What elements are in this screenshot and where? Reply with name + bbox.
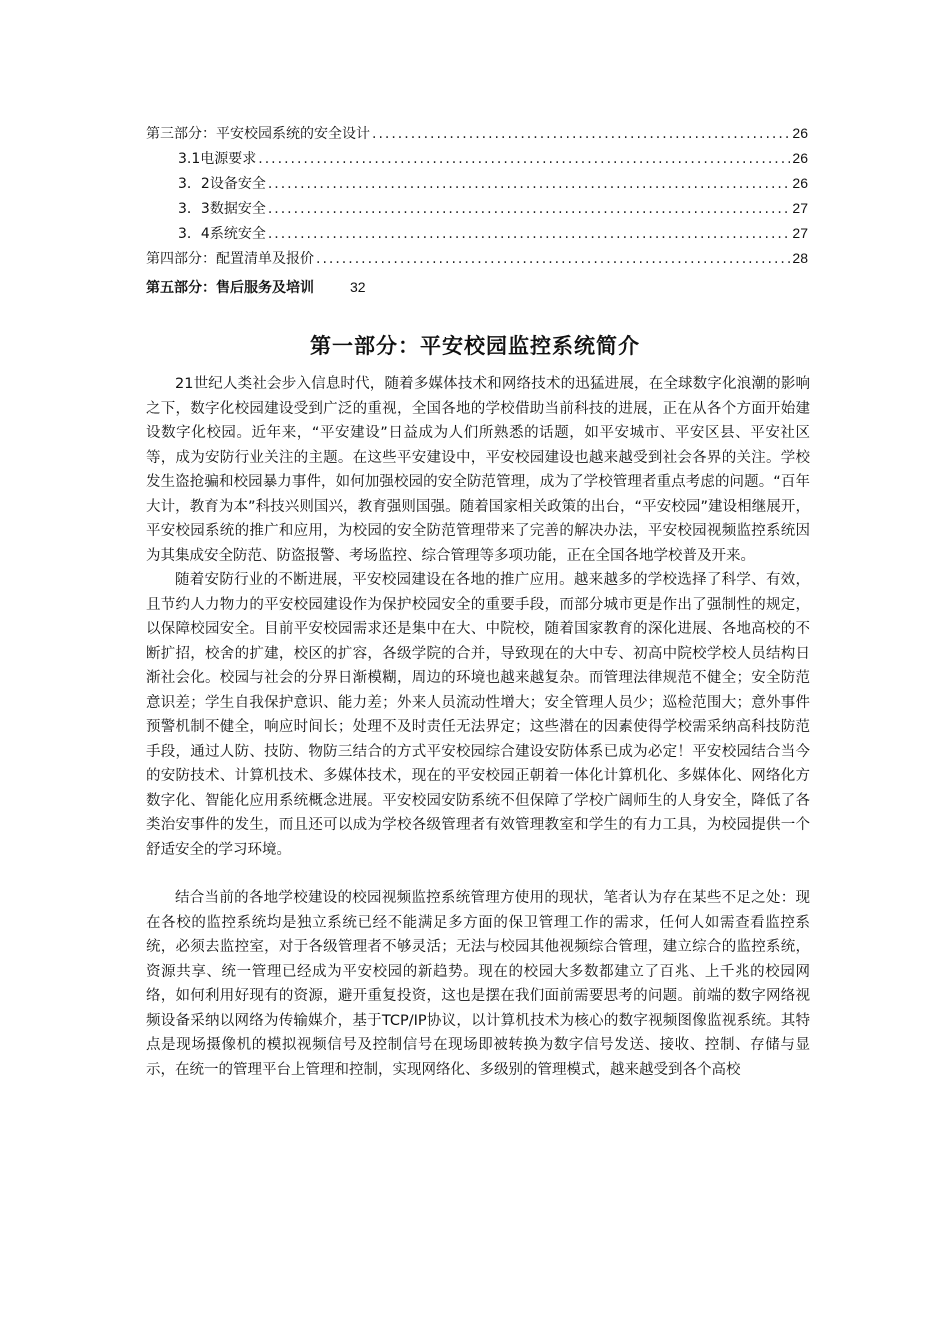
- paragraph: 随着安防行业的不断进展，平安校园建设在各地的推广应用。越来越多的学校选择了科学、有效，且节约人力物力的平安校园建设作为保护校园安全的重要手段，而部分城市更是作出了强制性的规定，以保障校园安全。目前平安校园需求还是集中在大、中院校，随着国家教育的深化进展、各地高校的不断扩招，校舍的扩建，校区的扩容，各级学院的合并，导致现在的大中专、初高中院校学校人员结构日渐社会化。校园与社会的分界日渐模糊，周边的环境也越来越复杂。而管理法律规范不健全；安全防范意识差；学生自我保护意识、能力差；外来人员流动性增大；安全管理人员少；巡检范围大；意外事件预警机制不健全，响应时间长；处理不及时责任无法界定；这些潜在的因素使得学校需采纳高科技防范手段，通过人防、技防、物防三结合的方式平安校园综合建设安防体系已成为必定！平安校园结合当今的安防技术、计算机技术、多媒体技术，现在的平安校园正朝着一体化计算机化、多媒体化、网络化方数字化、智能化应用系统概念进展。平安校园安防系统不但保障了学校广阔师生的人身安全，降低了各类治安事件的发生，而且还可以成为学校各级管理者有效管理教室和学生的有力工具，为校园提供一个舒适安全的学习环境。: [146, 572, 810, 858]
- toc-leader-dots: [268, 197, 791, 222]
- toc-entry[interactable]: [146, 121, 808, 146]
- toc-entry[interactable]: [146, 275, 808, 300]
- paragraph: 21世纪人类社会步入信息时代，随着多媒体技术和网络技术的迅猛进展，在全球数字化浪潮的影响之下，数字化校园建设受到广泛的重视，全国各地的学校借助当前科技的进展，正在从各个方面开始建设数字化校园。近年来，“平安建设”日益成为人们所熟悉的话题，如平安城市、平安区县、平安社区等，成为安防行业关注的主题。在这些平安建设中，平安校园建设也越来越受到社会各界的关注。学校发生盗抢骗和校园暴力事件，如何加强校园的安全防范管理，成为了学校管理者重点考虑的问题。“百年大计，教育为本”科技兴则国兴，教育强则国强。随着国家相关政策的出台，“平安校园”建设相继展开，平安校园系统的推广和应用，为校园的安全防范管理带来了完善的解决办法，平安校园视频监控系统因为其集成安全防范、防盗报警、考场监控、综合管理等多项功能，正在全国各地学校普及开来。: [146, 376, 810, 564]
- toc-entry[interactable]: [146, 171, 808, 196]
- toc-entry-page: 26: [792, 125, 808, 141]
- toc-leader-dots: [268, 222, 791, 247]
- toc-leader-dots: [258, 147, 790, 172]
- toc-entry-page: 32: [350, 279, 366, 295]
- toc-entry[interactable]: [146, 146, 808, 171]
- toc-entry-page: 26: [792, 150, 808, 166]
- toc-entry[interactable]: [146, 221, 808, 246]
- toc-leader-dots: [372, 122, 790, 147]
- toc-entry-label: 3．4系统安全: [178, 226, 266, 242]
- toc-entry[interactable]: [146, 196, 808, 221]
- paragraph: 结合当前的各地学校建设的校园视频监控系统管理方使用的现状，笔者认为存在某些不足之处：现在各校的监控系统均是独立系统已经不能满足多方面的保卫管理工作的需求，任何人如需查看监控系统，必须去监控室，对于各级管理者不够灵活；无法与校园其他视频综合管理，建立综合的监控系统，资源共享、统一管理已经成为平安校园的新趋势。现在的校园大多数都建立了百兆、上千兆的校园网络，如何利用好现有的资源，避开重复投资，这也是摆在我们面前需要思考的问题。前端的数字网络视频设备采纳以网络为传输媒介，基于TCP/IP协议，以计算机技术为核心的数字视频图像监视系统。其特点是现场摄像机的模拟视频信号及控制信号在现场即被转换为数字信号发送、接收、控制、存储与显示，在统一的管理平台上管理和控制，实现网络化、多级别的管理模式，越来越受到各个高校: [146, 890, 810, 1078]
- section-heading: 第一部分：平安校园监控系统简介: [310, 334, 640, 358]
- toc-leader-dots: [316, 247, 790, 272]
- table-of-contents: [146, 121, 808, 300]
- toc-entry[interactable]: [146, 246, 808, 271]
- body-text: [146, 372, 810, 1082]
- toc-entry-label: 3.1电源要求: [178, 151, 257, 167]
- toc-entry-page: 27: [792, 200, 808, 216]
- toc-entry-page: 27: [792, 225, 808, 241]
- toc-leader-dots: [268, 172, 791, 197]
- toc-entry-page: 28: [792, 250, 808, 266]
- toc-entry-page: 26: [792, 175, 808, 191]
- toc-entry-label: 第四部分：配置清单及报价: [146, 251, 314, 267]
- toc-entry-label: 3．3数据安全: [178, 201, 266, 217]
- toc-entry-label: 第五部分：售后服务及培训: [146, 280, 314, 296]
- toc-entry-label: 3．2设备安全: [178, 176, 266, 192]
- toc-entry-label: 第三部分：平安校园系统的安全设计: [146, 126, 370, 142]
